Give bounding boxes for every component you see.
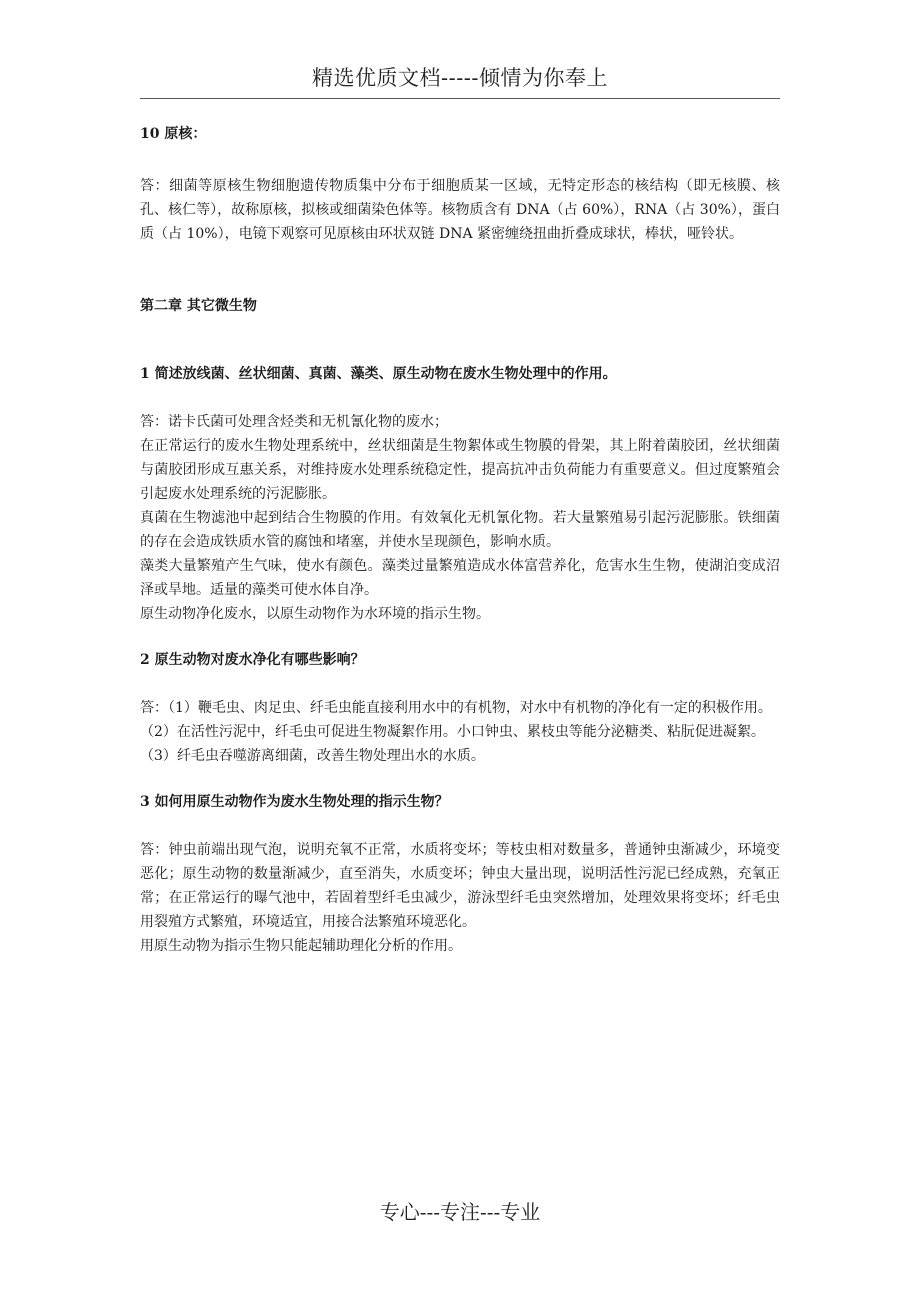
chapter-title: 第二章 其它微生物 [140,298,257,314]
q1-answer-para: 藻类大量繁殖产生气味，使水有颜色。藻类过量繁殖造成水体富营养化，危害水生生物，使湖泊变成沼泽或旱地。适量的藻类可使水体自净。 [140,558,780,598]
page-footer: 专心---专注---专业 [379,1200,541,1224]
q3-answer-para: 答：钟虫前端出现气泡，说明充氧不正常，水质将变坏；等枝虫相对数量多，普通钟虫渐减少，环境变恶化；原生动物的数量渐减少，直至消失，水质变坏；钟虫大量出现，说明活性污泥已经成熟，充氧正常；在正常运行的曝气池中，若固着型纤毛虫减少，游泳型纤毛虫突然增加，处理效果将变坏；纤毛虫用裂殖方式繁殖，环境适宜，用接合法繁殖环境恶化。 [140,842,780,930]
document-body [140,122,780,958]
q1-answer-para: 原生动物净化废水，以原生动物作为水环境的指示生物。 [140,606,490,622]
q2-answer-para: 答：（1）鞭毛虫、肉足虫、纤毛虫能直接利用水中的有机物，对水中有机物的净化有一定的积极作用。 [140,700,772,716]
section-title-10: 10 原核： [140,126,207,142]
q2-answer-para: （3）纤毛虫吞噬游离细菌，改善生物处理出水的水质。 [140,748,485,764]
q1-answer-para: 答：诺卡氏菌可处理含烃类和无机氰化物的废水； [140,414,448,430]
q1-answer-para: 真菌在生物滤池中起到结合生物膜的作用。有效氧化无机氰化物。若大量繁殖易引起污泥膨胀。铁细菌的存在会造成铁质水管的腐蚀和堵塞，并使水呈现颜色，影响水质。 [140,510,780,550]
page-header: 精选优质文档-----倾情为你奉上 [140,62,780,99]
q3-answer-para: 用原生动物为指示生物只能起辅助理化分析的作用。 [140,938,462,954]
question-2-title: 2 原生动物对废水净化有哪些影响？ [140,652,365,668]
section-10-answer: 答：细菌等原核生物细胞遗传物质集中分布于细胞质某一区域，无特定形态的核结构（即无核膜、核孔、核仁等），故称原核，拟核或细菌染色体等。核物质含有 DNA（占 60%），RNA（占 30%），蛋白质（占 10%），电镜下观察可见原核由环状双链 DNA 紧密缠绕扭曲折叠成球状，棒状，哑铃状。 [140,178,780,242]
question-3-title: 3 如何用原生动物作为废水生物处理的指示生物？ [140,794,449,810]
q1-answer-para: 在正常运行的废水生物处理系统中，丝状细菌是生物絮体或生物膜的骨架，其上附着菌胶团，丝状细菌与菌胶团形成互惠关系，对维持废水处理系统稳定性，提高抗冲击负荷能力有重要意义。但过度繁殖会引起废水处理系统的污泥膨胀。 [140,438,780,502]
question-1-title: 1 简述放线菌、丝状细菌、真菌、藻类、原生动物在废水生物处理中的作用。 [140,366,617,382]
q2-answer-para: （2）在活性污泥中，纤毛虫可促进生物凝絮作用。小口钟虫、累枝虫等能分泌糖类、粘朊促进凝絮。 [140,724,765,740]
